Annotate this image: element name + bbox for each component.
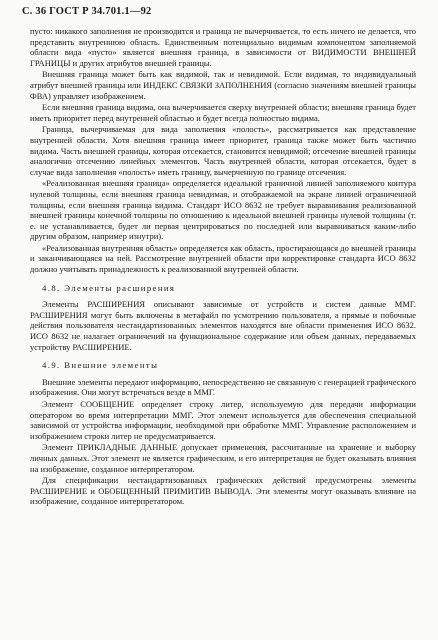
paragraph-realized-edge: «Реализованная внешняя граница» определяется идеальной граничной линией заполняемого контура нулевой толщины, если внешняя граница невидимая, и отображаемой на экране линией ограниченной толщины, если внешняя граница видима. Стандарт ИСО 8632 не требует выравнивания реализованной внешней границы конечной толщины по отношению к идеальной внешней границы нулевой толщины (т. е. не устанавливается, будет ли первая центрироваться по последней или выравниваться каким-либо другим образом, например изнутри). bbox=[30, 178, 416, 242]
page-header: С. 36 ГОСТ Р 34.701.1—92 bbox=[22, 6, 152, 17]
section-heading-external-elements: 4.9. Внешние элементы bbox=[42, 360, 159, 371]
paragraph-fill-empty: пусто: никакого заполнения не производится и граница не вычерчивается, то есть ничего не делается, что представить внутреннюю область. Единственным потенциально видимым компонентом заполняемой области вида «пусто» является внешняя граница, в зависимости от ВИДИМОСТИ ВНЕШНЕЙ ГРАНИЦЫ и других атрибутов внешней границы. bbox=[30, 26, 416, 68]
paragraph-edge-priority: Если внешняя граница видима, она вычерчивается сверху внутренней области; внешняя граница будет иметь приоритет перед внутренней областью и будет всегда полностью видима. bbox=[30, 102, 416, 123]
paragraph-nonstandard-actions: Для спецификации нестандартизованных графических действий предусмотрены элементы РАСШИРЕНИЕ и ОБОБЩЕННЫЙ ПРИМИТИВ ВЫВОДА. Эти элементы могут оказывать влияние на изображение, созданное интерпретатором. bbox=[30, 475, 416, 507]
paragraph-message-element: Элемент СООБЩЕНИЕ определяет строку литер, используемую для передачи информации оператором во время интерпретации ММГ. Этот элемент используется для обеспечения специальной зависимой от устройства информации, необходимой при обработке ММГ. Управление расположением и изображением строки литер не предусматривается. bbox=[30, 399, 416, 441]
paragraph-application-data: Элемент ПРИКЛАДНЫЕ ДАННЫЕ допускает применения, рассчитанные на хранение и выборку личных данных. Этот элемент не является графическим, и его интерпретация не будет оказывать влияния на изображение, созданное интерпретатором. bbox=[30, 442, 416, 474]
document-body bbox=[30, 26, 416, 508]
paragraph-edge-visibility: Внешняя граница может быть как видимой, так и невидимой. Если видимая, то индивидуальный атрибут внешней границы или ИНДЕКС СВЯЗКИ ЗАПОЛНЕНИЯ (согласно значениям внешней границы ФВА) управляет изображением. bbox=[30, 69, 416, 101]
paragraph-escape-elements: Элементы РАСШИРЕНИЯ описывают зависимые от устройств и систем данные ММГ. РАСШИРЕНИЯ могут быть включены в метафайл по усмотрению пользователя, а прямые и побочные действия пользователя нестандартизованных элементов находятся вне области применения ИСО 8632. ИСО 8632 не налагает ограничений на функциональное содержание или объем данных, передаваемых устройству РАСШИРЕНИЕ. bbox=[30, 299, 416, 352]
paragraph-external-intro: Внешние элементы передают информацию, непосредственно не связанную с генерацией графического изображения. Они могут встречаться везде в ММГ. bbox=[30, 376, 416, 398]
paragraph-realized-interior: «Реализованная внутренняя область» определяется как область, простирающаяся до внешней границы и заканчивающаяся на ней. Рассмотрение внутренней области при корректировке стандарта ИСО 8632 должно учитывать принадлежность к реализованной внутренней области. bbox=[30, 242, 416, 275]
paragraph-hollow-boundary: Граница, вычерчиваемая для вида заполнения «полость», рассматривается как представление внутренней области. Хотя внешняя граница имеет приоритет, граница также может быть частично видима. Часть внешней границы, которая отсекается, становится невидимой; отсечение внешней границы аналогично отсечению линейных элементов. Часть внутренней области, которая отсекается, будет в случае вида заполнения «полость» иметь границу, вычерченную по границе отсечения. bbox=[30, 124, 416, 177]
section-heading-escape-elements: 4.8. Элементы расширения bbox=[42, 282, 176, 293]
